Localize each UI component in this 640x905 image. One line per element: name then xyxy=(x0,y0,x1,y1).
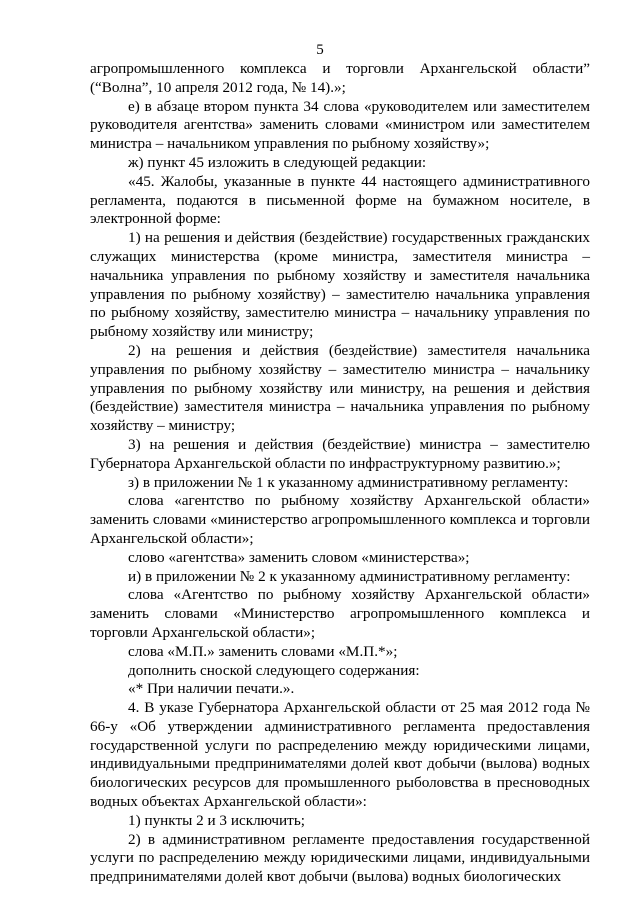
paragraph: 2) в административном регламенте предоставления государственной услуги по распределению между юридическими лицами, индивидуальными предпринимателями долей квот добычи (вылова) водных биологических xyxy=(90,830,590,886)
paragraph: ж) пункт 45 изложить в следующей редакции: xyxy=(128,153,427,171)
paragraph: «45. Жалобы, указанные в пункте 44 настоящего административного регламента, подаются в письменной форме на бумажном носителе, в электронной форме: xyxy=(90,172,590,228)
paragraph: е) в абзаце втором пункта 34 слова «руководителем или заместителем руководителя агентства» заменить словами «министром или заместителем министра – начальником управления по рыбному хозяйству»; xyxy=(90,97,590,153)
paragraph: слова «Агентство по рыбному хозяйству Архангельской области» заменить словами «Министерство агропромышленного комплекса и торговли Архангельской области»; xyxy=(90,586,590,641)
document-body xyxy=(90,60,590,887)
paragraph: агропромышленного комплекса и торговли Архангельской области” (“Волна”, 10 апреля 2012 года, № 14).»; xyxy=(90,60,590,96)
paragraph: 1) пункты 2 и 3 исключить; xyxy=(128,811,305,829)
paragraph: слова «агентство по рыбному хозяйству Архангельской области» заменить словами «министерство агропромышленного комплекса и торговли Архангельской области»; xyxy=(90,492,590,547)
paragraph: 2) на решения и действия (бездействие) заместителя начальника управления по рыбному хозяйству – заместителю министра – начальнику управления по рыбному хозяйству или министру, на решения и действия (бездействие) заместителя министра – начальника управления по рыбному хозяйству – министру; xyxy=(90,341,590,435)
paragraph: 1) на решения и действия (бездействие) государственных гражданских служащих министерства (кроме министра, заместителя министра – начальника управления по рыбному хозяйству и заместителя начальника управления по рыбному хозяйству) – заместителю начальника управления по рыбному хозяйству, заместителю министра – начальнику управления по рыбному хозяйству или министру; xyxy=(90,229,590,341)
paragraph: 4. В указе Губернатора Архангельской области от 25 мая 2012 года № 66-у «Об утверждении административного регламента предоставления государственной услуги по распределению между юридическими лицами, индивидуальными предпринимателями долей квот добычи (вылова) водных биологических ресурсов для промышленного рыболовства в пресноводных водных объектах Архангельской области»: xyxy=(90,699,590,811)
paragraph: и) в приложении № 2 к указанному административному регламенту: xyxy=(128,567,571,585)
paragraph: «* При наличии печати.». xyxy=(128,680,295,698)
page-number: 5 xyxy=(316,42,324,58)
paragraph: слово «агентства» заменить словом «министерства»; xyxy=(128,548,470,566)
paragraph: 3) на решения и действия (бездействие) министра – заместителю Губернатора Архангельской области по инфраструктурному развитию.»; xyxy=(90,435,590,472)
paragraph: дополнить сноской следующего содержания: xyxy=(128,661,420,679)
paragraph: з) в приложении № 1 к указанному административному регламенту: xyxy=(128,473,569,491)
paragraph: слова «М.П.» заменить словами «М.П.*»; xyxy=(128,642,398,660)
